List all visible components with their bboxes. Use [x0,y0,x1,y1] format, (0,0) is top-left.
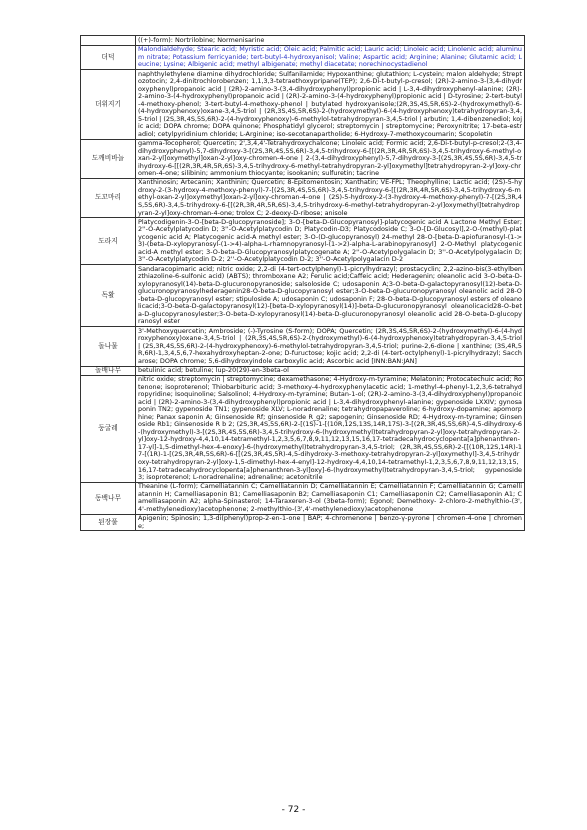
table-row [81,366,525,375]
table-row [81,179,525,218]
plant-name-cell: 더위지기 [81,70,136,140]
plant-name-cell: 동백나무 [81,482,136,514]
plant-name-cell: 돌배나무 [81,366,136,375]
table-row [81,265,525,327]
table-row [81,70,525,140]
compound-table [80,35,525,531]
table-row [81,514,525,531]
page-number: - 72 - [281,805,306,815]
compound-list-cell: Malondialdehyde; Stearic acid; Myristic acid; Oleic acid; Palmitic acid; Lauric acid; Linoleic acid; Linolenic acid; aluminum nitrate; Potassium ferricyanide; tert-butyl-4-hydroxyanisol; Valine; Aspartic acid; Arginine; Alanine; Glutamic acid; Leucine; Lysine; Albigenic acid; methyl albigenate; methyl diacetate; norechinocystadienol [136,46,525,70]
plant-name-cell: 독활 [81,265,136,327]
compound-list-cell: betulinic acid; betuline; lup-20(29)-en-3beta-ol [136,366,525,375]
plant-name-cell: 도라지 [81,218,136,265]
table-row [81,327,525,366]
compound-list-cell: 3'-Methoxyquercetin; Ambroside; (-)-Tyrosine (S-form); DOPA; Quercetin; (2R,3S,4S,5R,6S)-2-(hydroxymethyl)-6-(4-hydroxyphenoxy)oxane-3,4,5-triol | (2R,3S,4S,5R,6S)-2-(hydroxymethyl)-6-(4-hydroxyphenoxy)tetrahydropyran-3,4,5-triol | (2S,3R,4S,5S,6R)-2-(4-hydroxyphenoxy)-6-methylol-tetrahydropyran-3,4,5-triol; purine-2,6-dione | xanthine; (3S,4R,5R,6R)-1,3,4,5,6,7-hexahydroxyheptan-2-one; D-fuructose; kojic acid; 2,2-di (4-tert-octylphenyl)-1-picrylhydrazyl; Saccharose; DOPA chrome; 5,6-dihydroxyindole carboxylic acid; Ascorbic acid [INN:BAN:JAN] [136,327,525,366]
plant-name-cell: 돌나물 [81,327,136,366]
compound-list-cell: nitric oxide; streptomycin | streptomycine; dexamethasone; 4-Hydroxy-m-tyramine; Melatonin; Protocatechuic acid; Rotenone; isoproterenol; Thiobarbituric acid; 3-methoxy-4-hydroxyphenylacetic acid; 1-methyl-4-phenyl-1,2,3,6-tetrahydropyridine; Isoquinoline; Salsolinol; 4-Hydroxy-m-tyramine; Butan-1-ol; (2R)-2-amino-3-(3,4-dihydroxyphenyl)propanoic acid | (2R)-2-amino-3-(3,4-dihydroxyphenyl)propionic acid | L-3,4-dihydroxyphenyl-alanine; gypenoside LXXIV; gynosaponin TN2; gypenoside TN1; gypenoside XLV; L-noradrenaline; tetrahydropapaveroline; 6-hydroxy-dopamine; apomorphine; Panax saponin A; Ginsenoside Rf; ginsenoside R_g2; sapogenin; Ginsenoside RD; 4-Hydroxy-m-tyramine; Ginsenoside Rb1; Ginsenoside R b 2; (2S,3R,4S,5S,6R)-2-[(1S)-1-[(10R,12S,13S,14R,17S)-3-[(2R,3R,4S,5S,6R)-4,5-dihydroxy-6-(hydroxymethyl)-3-[(2S,3R,4S,5S,6R)-3,4,5-trihydroxy-6-(hydroxymethyl)tetrahydropyran-2-yl]oxy-tetrahydropyran-2-yl]oxy-12-hydroxy-4,4,10,14-tetramethyl-1,2,3,5,6,7,8,9,11,12,13,15,16,17-tetradecahydrocyclopenta[a]phenanthren-17-yl]-1,5-dimethyl-hex-4-enoxy]-6-(hydroxymethyl)tetrahydropyran-3,4,5-triol; (2R,3R,4S,5S,6R)-2-[[(10R,12S,14R)-17-[(1R)-1-[(2S,3R,4R,5S,6R)-6-[[(2S,3R,4S,5R)-4,5-dihydroxy-3-methoxy-tetrahydropyran-2-yl]oxymethyl]-3,4,5-trihydroxy-tetrahydropyran-2-yl]oxy-1,5-dimethyl-hex-4-enyl]-12-hydroxy-4,4,10,14-tetramethyl-1,2,3,5,6,7,8,9,11,12,13,15,16,17-tetradecahydrocyclopenta[a]phenanthren-3-yl]oxy]-6-(hydroxymethyl)tetrahydropyran-3,4,5-triol; gypenoside 3; isoproterenol; L-noradrenaline; adrenaline; acetonitrile [136,375,525,482]
compound-list-cell: Sandaracopimaric acid; nitric oxide; 2,2-di (4-tert-octylphenyl)-1-picrylhydrazyl; prostacyclin; 2,2-azino-bis(3-ethylbenzthiazoline-6-sulfonic acid) (ABTS); thromboxane A2; Ferulic acid;Caffeic acid; Hederagenin; oleanolic acid 3-O-beta-D-xylopyranosyl(14)-beta-D-glucuronopyranoside; salsoloside C; udosaponin A;3-O-beta-D-galactopyranosyl(12)-beta-D-glucuronopyranosylhederagenin28-O-beta-D-glucopyranosyl ester;3-O-beta-D-glucuronopyranosyl oleanolic acid 28-O-beta-D-glucopyranosyl ester; stipuloside A; udosaponin C; udosaponin F; 28-O-beta-D-glucopyranosyl esters of oleanolicacid;3-O-beta-D-galactopyranosyl(12)-[beta-D-xylopyranosyl(14)]-beta-D-glucuronopyranosyl oleanolicacid28-O-beta-D-glucopyranosylester;3-O-beta-D-xylopyranosyl(14)-beta-D-glucuronopyranosyl oleanolic acid 28-O-beta-D-glucopyranosyl ester [136,265,525,327]
table-row [81,139,525,178]
plant-name-cell: 도꼬마리 [81,179,136,218]
plant-name-cell: 둥굴레 [81,375,136,482]
compound-list-cell: naphthylethylene diamine dihydrochloride; Sulfanilamide; Hypoxanthine; glutathion; L-cystein; malon aldehyde; Streptozotocin; 2,4-dinitrochlorobenzen; 1,1,3,3-tetraethoxypripane(TEP); 2,6-Di-t-butyl-p-cresol; (2R)-2-amino-3-(3,4-dihydroxyphenyl)propanoic acid | (2R)-2-amino-3-(3,4-dihydroxyphenyl)propionic acid | L-3,4-dihydroxyphenyl-alanine; (2R)-2-amino-3-(4-hydroxyphenyl)propanoic acid | (2R)-2-amino-3-(4-hydroxyphenyl)propionic acid | D-tyrosine; 2-tert-butyl-4-methoxy-phenol; 3-tert-butyl-4-methoxy-phenol | butylated hydroxyanisole;(2R,3S,4S,5R,6S)-2-(hydroxymethyl)-6-(4-hydroxyphenoxy)oxane-3,4,5-triol | (2R,3S,4S,5R,6S)-2-(hydroxymethyl)-6-(4-hydroxyphenoxy)tetrahydropyran-3,4,5-triol | (2S,3R,4S,5S,6R)-2-(4-hydroxyphenoxy)-6-methylol-tetrahydropyran-3,4,5-triol | arbutin; 1,4-dibenzenediol; kojic acid; DOPA chrome; DOPA quinone; Phosphatidyl glycerol; streptomycin | streptomycine; Peroxynitrite; 17-beta-estradiol; cetylpyridinium chloride; L-Arginine; iso-secotanapartholide; 6-Hydroxy-7-methoxycoumarin; Scopoletin [136,70,525,140]
table-row [81,218,525,265]
plant-name-cell: 된장풀 [81,514,136,531]
plant-name-cell [81,36,136,46]
table-row [81,482,525,514]
plant-name-cell: 더덕 [81,46,136,70]
compound-list-cell: Xanthinosin; Artecanin; Xanthinin; Quercetin; 8-Epitomentosin; Xanthatin; VE-FPL; Theophylline; Lactic acid; (2S)-5-hydroxy-2-(3-hydroxy-4-methoxy-phenyl)-7-[(2S,3R,4S,5S,6R)-3,4,5-trihydroxy-6-[[(2R,3R,4R,5R,6S)-3,4,5-trihydroxy-6-methyl-oxan-2-yl]oxymethyl]oxan-2-yl]oxy-chroman-4-one | (2S)-5-hydroxy-2-(3-hydroxy-4-methoxy-phenyl)-7-[(2S,3R,4S,5S,6R)-3,4,5-trihydroxy-6-[[(2R,3R,4R,5R,6S)-3,4,5-trihydroxy-6-methyl-tetrahydropyran-2-yl]oxymethyl]tetrahydropyran-2-yl]oxy-chroman-4-one; trolox C; 2-deoxy-D-ribose; anisole [136,179,525,218]
compound-list-cell: Platycodigenin-3-O-[beta-D-glucopyranoside]; 3-O-[beta-D-Glucopyranosyl]-platycogenic acid A Lactone Methyl Ester; 2''-O-Acetylplatycodin D; 3''-O-Acetylplatycodin D; Platycodin-D3; Platycodoside C; 3-O-[D-Glucosyl],2-O-(methyl)-platycogenic acid A; Platycogenic acid-A methyl ester; 3-O-(D-glucopyranosyl) 24-methyl 28-O-[beta-D-apiofuranosyl-(1->3)-(beta-D-xylopyranosyl-(1->4)-alpha-L-rhamnopyranosyl-(1->2)-alpha-L-arabinopyranosyl] 2-O-Methyl platycogenic acid-A methyl ester; 3-O-beta-D-Glucopyranosylplatycogenate A; 2''-O-Acetylpolygalacin D; 3''-O-Acetylpolygalacin D; 3''-O-Acetylplatycodin D-2; 2''-O-Acetylplatycodin D-2; 3''-O-Acetylpolygalacin D-2 [136,218,525,265]
compound-list-cell: Theanine (L-form); Camelliatannin C; Camelliatannin D; Camelliatannin E; Camelliatannin F; Camelliatannin G; Camelliatannin H; Camelliasaponin B1; Camelliasaponin B2; Camelliasaponin C1; Camelliasaponin C2; Camelliasaponin A1; Camelliasaponin A2; alpha-Spinasterol; 14-Taraxeren-3-ol (3beta-form); Egonol; Demethoxy- 2-chloro-2-methylthio-(3',4'-methylenedioxy)acetophenone; 2-methylthio-(3',4'-methylenedioxy)acetophenone [136,482,525,514]
table-row [81,375,525,482]
compound-list-cell: ((+)-form): Nortrilobine; Normenisarine [136,36,525,46]
compound-list-cell: Apigenin; Spinosin; 1,3-di(phenyl)prop-2-en-1-one | BAP; 4-chromenone | benzo-γ-pyrone | chromen-4-one | chromene; [136,514,525,531]
compound-list-cell: gamma-Tocopherol; Quercetin; 2',3,4,4'-Tetrahydroxychalcone; Linoleic acid; Formic acid; 2,6-Di-t-butyl-p-cresol;2-(3,4-dihydroxyphenyl)-5,7-dihydroxy-3-[(2S,3R,4S,5S,6R)-3,4,5-trihydroxy-6-[[(2R,3R,4R,5R,6S)-3,4,5-trihydroxy-6-methyl-oxan-2-yl]oxymethyl]oxan-2-yl]oxy-chromen-4-one | 2-(3,4-dihydroxyphenyl)-5,7-dihydroxy-3-[(2S,3R,4S,5S,6R)-3,4,5-trihydroxy-6-[[(2R,3R,4R,5R,6S)-3,4,5-trihydroxy-6-methyl-tetrahydropyran-2-yl]oxymethyl]tetrahydropyran-2-yl]oxy-chromen-4-one; silibinin; ammonium thiocyante; isookanin; sulfuretin; tacrine [136,139,525,178]
table-row [81,36,525,46]
table-row [81,46,525,70]
plant-name-cell: 도깨비바늘 [81,139,136,178]
